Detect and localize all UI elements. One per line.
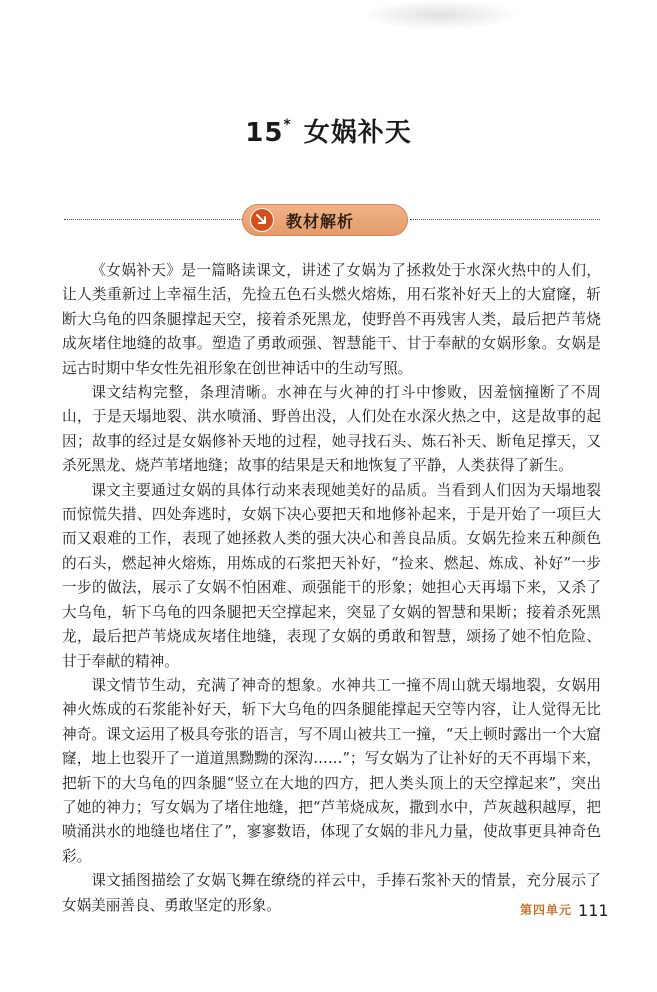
page-number: 111 bbox=[578, 901, 609, 920]
paragraph-3: 课文主要通过女娲的具体行动来表现她美好的品质。当看到人们因为天塌地裂而惊慌失措、四处奔逃时，女娲下决心要把天和地修补起来，于是开始了一项巨大而又艰难的工作，表现了她拯救人类的强大决心和善良品质。女娲先捡来五种颜色的石头，燃起神火熔炼，用炼成的石浆把天补好，“捡来、燃起、炼成、补好”一步一步的做法，展示了女娲不怕困难、顽强能干的形象；她担心天再塌下来，又杀了大乌龟，斩下乌龟的四条腿把天空撑起来，突显了女娲的智慧和果断；接着杀死黑龙，最后把芦苇烧成灰堵住地缝，表现了女娲的勇敢和智慧，颂扬了她不怕危险、甘于奉献的精神。 bbox=[62, 481, 601, 670]
section-badge bbox=[242, 204, 408, 236]
unit-label: 第四单元 bbox=[520, 903, 573, 917]
arrow-circle-icon bbox=[250, 208, 274, 232]
paragraph-1: 《女娲补天》是一篇略读课文，讲述了女娲为了拯救处于水深火热中的人们，让人类重新过上幸福生活，先捡五色石头燃火熔炼，用石浆补好天上的大窟窿，斩断大乌龟的四条腿撑起天空，接着杀死黑龙，使野兽不再残害人类，最后把芦苇烧成灰堵住地缝的故事。塑造了勇敢顽强、智慧能干、甘于奉献的女娲形象。女娲是远古时期中华女性先祖形象在创世神话中的生动写照。 bbox=[62, 262, 601, 377]
paragraph-5: 课文插图描绘了女娲飞舞在缭绕的祥云中，手捧石浆补天的情景，充分展示了女娲美丽善良、勇敢坚定的形象。 bbox=[62, 872, 601, 914]
lesson-title bbox=[0, 112, 657, 149]
section-divider-left bbox=[64, 219, 242, 220]
paragraph-2: 课文结构完整，条理清晰。水神在与火神的打斗中惨败，因羞恼撞断了不周山，于是天塌地裂、洪水喷涌、野兽出没，人们处在水深火热之中，这是故事的起因；故事的经过是女娲修补天地的过程，她寻找石头、炼石补天、断龟足撑天，又杀死黑龙、烧芦苇堵地缝；故事的结果是天和地恢复了平静，人类获得了新生。 bbox=[62, 384, 601, 475]
section-divider-right bbox=[410, 219, 600, 220]
section-label: 教材解析 bbox=[286, 212, 355, 231]
lesson-marker: * bbox=[283, 117, 292, 133]
lesson-title-text: 女娲补天 bbox=[303, 118, 412, 148]
page-footer bbox=[520, 901, 609, 920]
paragraph-4: 课文情节生动，充满了神奇的想象。水神共工一撞不周山就天塌地裂，女娲用神火炼成的石浆能补好天，斩下大乌龟的四条腿能撑起天空等内容，让人觉得无比神奇。课文运用了极具夸张的语言，写不周山被共工一撞，“天上顿时露出一个大窟窿，地上也裂开了一道道黑黝黝的深沟……”；写女娲为了让补好的天不再塌下来，把斩下的大乌龟的四条腿“竖立在大地的四方，把人类头顶上的天空撑起来”，突出了她的神力；写女娲为了堵住地缝，把“芦苇烧成灰，撒到水中，芦灰越积越厚，把喷涌洪水的地缝也堵住了”，寥寥数语，体现了女娲的非凡力量，使故事更具神奇色彩。 bbox=[62, 676, 601, 865]
lesson-number: 15 bbox=[245, 118, 284, 148]
analysis-body bbox=[62, 259, 601, 918]
page-top-shadow bbox=[360, 0, 520, 30]
